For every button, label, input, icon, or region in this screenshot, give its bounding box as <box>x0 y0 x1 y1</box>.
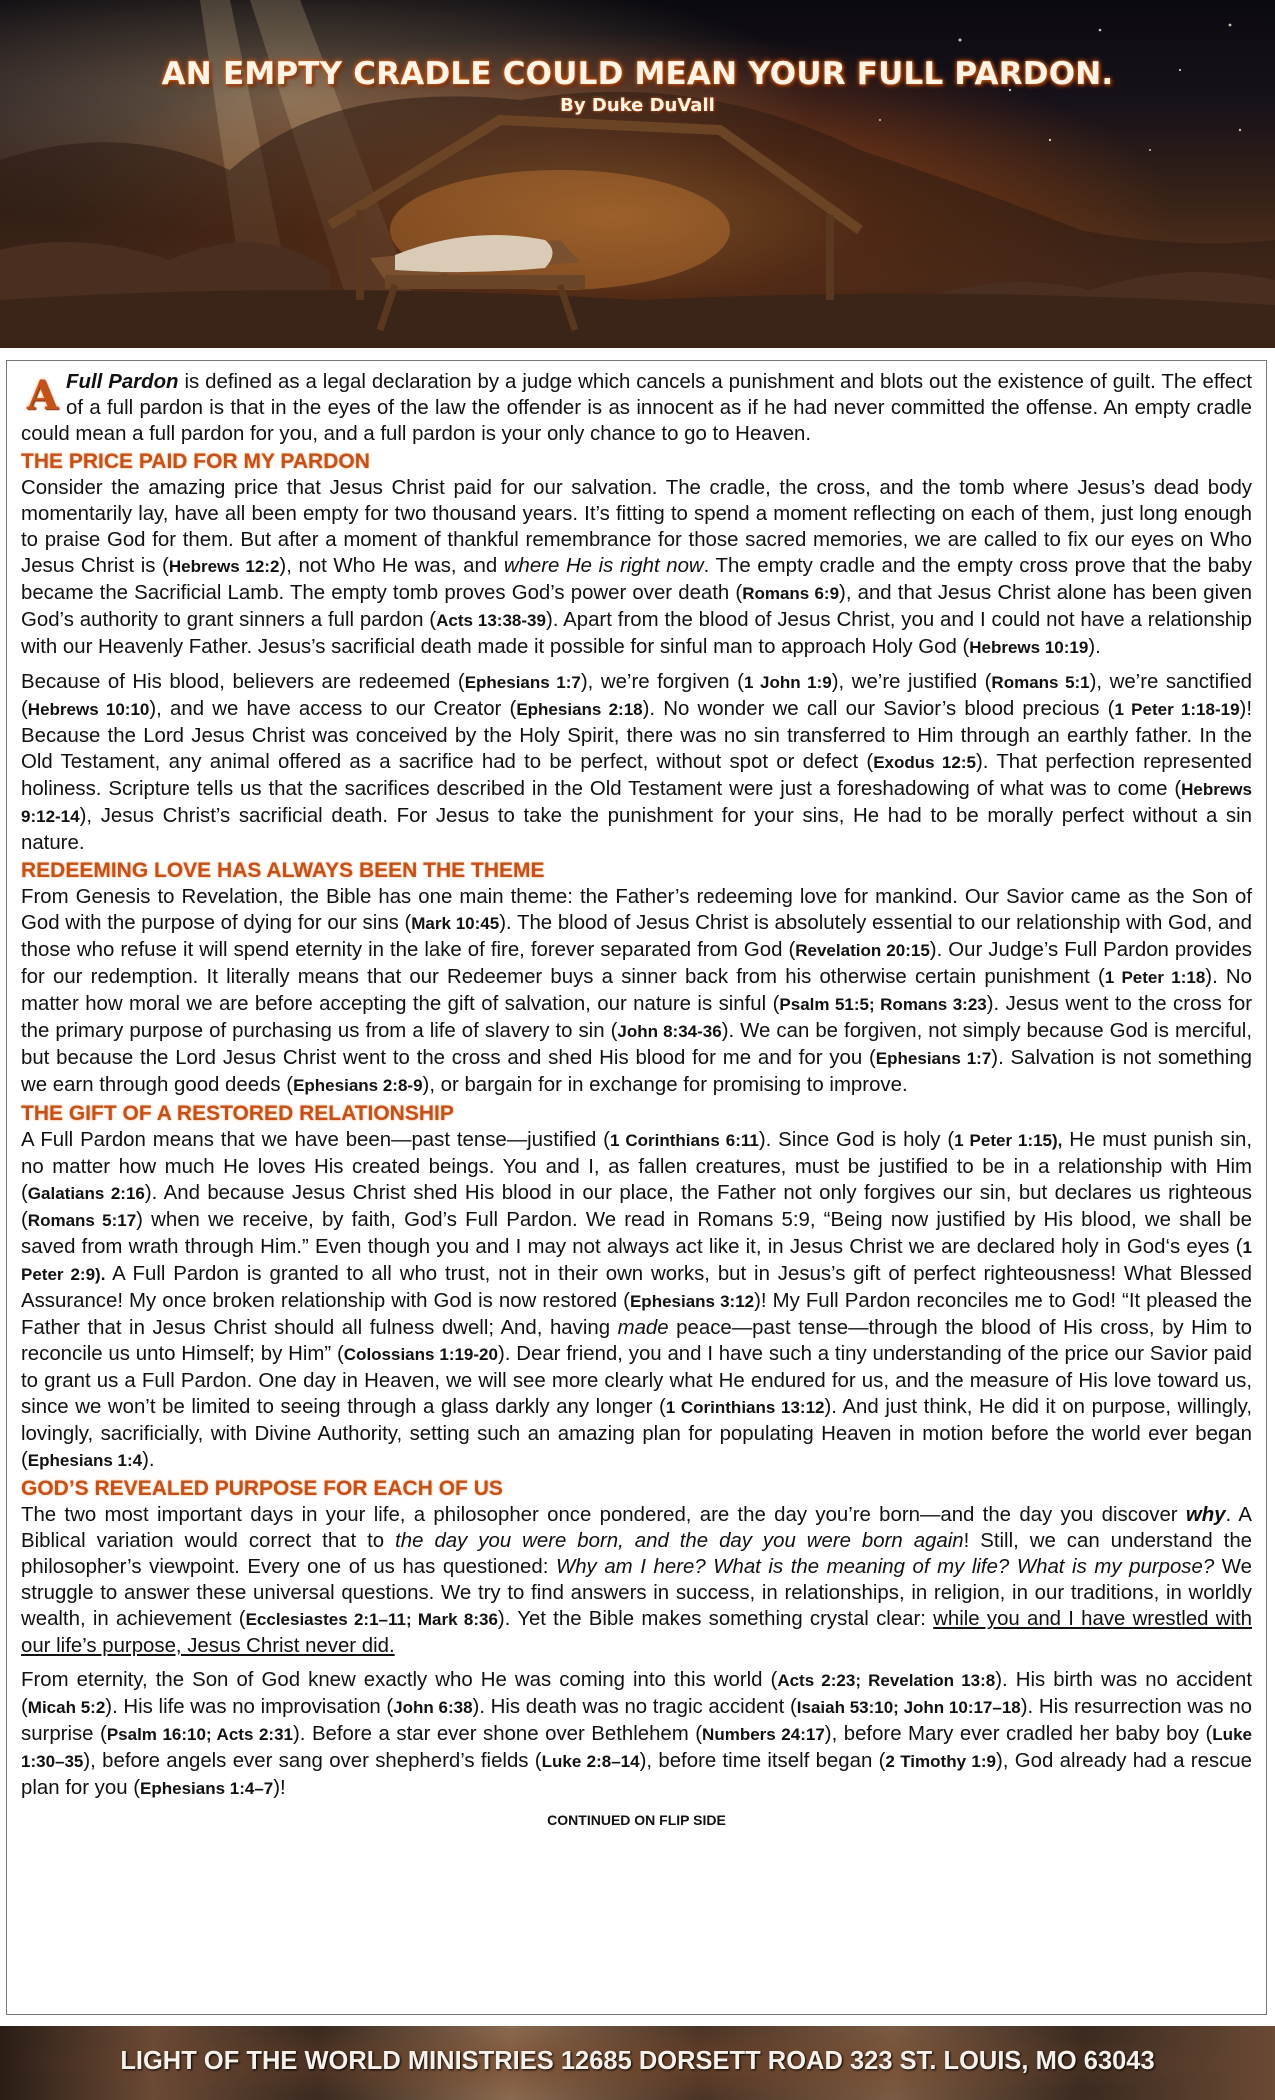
scripture-reference: Psalm 51:5; Romans 3:23 <box>779 995 987 1014</box>
scripture-reference: Romans 5:1 <box>991 673 1090 692</box>
paragraph-text: ). His death was no tragic accident ( <box>472 1696 797 1718</box>
scripture-reference: Hebrews 10:10 <box>27 700 150 719</box>
intro-term: Full Pardon <box>66 371 179 393</box>
paragraph-text: ), before time itself began ( <box>639 1750 886 1772</box>
paragraph-text: ). His life was no improvisation ( <box>105 1696 394 1718</box>
scripture-reference: Colossians 1:19-20 <box>343 1345 498 1364</box>
paragraph-purpose-1 <box>21 1502 1252 1659</box>
paragraph-text: peace—past tense—through the blood of His cross, by Him to reconcile us unto Himself; by Him” ( <box>21 1317 1252 1365</box>
paragraph-text: ). The blood of Jesus Christ is absolutely essential to our relationship with God, and those who refuse it will spend eternity in the lake of fire, forever separated from God ( <box>21 912 1252 961</box>
paragraph-text: )! Because the Lord Jesus Christ was conceived by the Holy Spirit, there was no sin transferred to Him through an earthly father. In the Old Testament, any animal offered as a sacrifice had to be perfect, without spot or defect ( <box>21 698 1253 773</box>
page-title: AN EMPTY CRADLE COULD MEAN YOUR FULL PARDON. <box>161 56 1114 92</box>
scripture-reference: 1 Peter 1:18-19 <box>1114 700 1240 719</box>
scripture-reference: Ecclesiastes 2:1–11; Mark 8:36 <box>245 1610 498 1629</box>
emphasis-text: Why am I here? What is the meaning of my life? What is my purpose? <box>555 1556 1215 1578</box>
paragraph-text: ). Jesus went to the cross for the primary purpose of purchasing us from a life of slavery to sin ( <box>21 993 1252 1042</box>
paragraph-price-2 <box>21 669 1252 856</box>
scripture-reference: Ephesians 1:7 <box>875 1049 992 1068</box>
scripture-reference: Exodus 12:5 <box>873 753 976 772</box>
scripture-reference: Hebrews 9:12-14 <box>21 780 1252 826</box>
paragraph-text: ). Salvation is not something we earn through good deeds ( <box>21 1047 1253 1096</box>
paragraph-text: We struggle to answer these universal questions. We try to find answers in success, in relationships, in religion, in our traditions, in worldly wealth, in achievement ( <box>21 1556 1252 1630</box>
section-heading-restored-relationship: THE GIFT OF A RESTORED RELATIONSHIP <box>21 1102 454 1125</box>
paragraph-text: ! Still, we can understand the philosopher’s viewpoint. Every one of us has questioned: <box>21 1530 1252 1578</box>
author-byline: By Duke DuVall <box>560 95 715 116</box>
paragraph-text: . A Biblical variation would correct that to <box>21 1504 1252 1552</box>
paragraph-redeeming-love <box>21 884 1252 1099</box>
scripture-reference: Mark 10:45 <box>411 914 500 933</box>
paragraph-text: ). Our Judge’s Full Pardon provides for our redemption. It literally means that our Redeemer buys a sinner back from his otherwise certain punishment ( <box>21 939 1252 988</box>
paragraph-text: ). No wonder we call our Savior’s blood precious ( <box>642 698 1115 720</box>
paragraph-text: ), or bargain for in exchange for promising to improve. <box>422 1074 908 1096</box>
paragraph-text: Consider the amazing price that Jesus Christ paid for our salvation. The cradle, the cross, and the tomb where Jesus’s dead body momentarily lay, have all been empty for two thousand years. It’s fitting to spend a moment reflecting on each of them, just long enough to praise God for them. But after a moment of thankful remembrance for those sacred memories, we are called to fix our eyes on Who Jesus Christ is ( <box>21 477 1252 577</box>
paragraph-text: ). Since God is holy ( <box>758 1129 955 1151</box>
paragraph-text: ), we’re sanctified ( <box>21 671 1253 720</box>
scripture-reference: Acts 13:38-39 <box>436 611 546 630</box>
emphasis-text: made <box>617 1317 669 1339</box>
scripture-reference: Hebrews 10:19 <box>969 638 1089 657</box>
scripture-reference: 1 John 1:9 <box>743 673 832 692</box>
scripture-reference: Ephesians 3:12 <box>629 1292 755 1311</box>
scripture-reference: Micah 5:2 <box>27 1698 106 1717</box>
scripture-reference: Acts 2:23; Revelation 13:8 <box>777 1671 996 1690</box>
scripture-reference: Ephesians 1:4 <box>27 1451 143 1470</box>
scripture-reference: 2 Timothy 1:9 <box>885 1752 996 1771</box>
paragraph-text: The two most important days in your life, a philosopher once pondered, are the day you’re born—and the day you discover <box>21 1504 1186 1526</box>
paragraph-text: ). Yet the Bible makes something crystal clear: <box>497 1608 934 1630</box>
section-heading-revealed-purpose: GOD’S REVEALED PURPOSE FOR EACH OF US <box>21 1477 503 1500</box>
paragraph-restored-relationship <box>21 1127 1252 1474</box>
emphasis-text: the day you were born, and the day you were born again <box>395 1530 964 1552</box>
paragraph-text: ). That perfection represented holiness. Scripture tells us that the sacrifices described in the Old Testament were just a foreshadowing of what was to come ( <box>21 751 1252 800</box>
scripture-reference: Ephesians 1:7 <box>464 673 581 692</box>
paragraph-text: ), and that Jesus Christ alone has been given God’s authority to grant sinners a full pardon ( <box>21 582 1252 631</box>
scripture-reference: Numbers 24:17 <box>702 1725 825 1744</box>
paragraph-text: ). And just think, He did it on purpose, willingly, lovingly, sacrificially, with Divine Authority, setting such an amazing plan for populating Heaven in motion before the world ever began ( <box>21 1396 1252 1471</box>
footer-banner <box>0 2026 1275 2100</box>
section-heading-redeeming-love: REDEEMING LOVE HAS ALWAYS BEEN THE THEME <box>21 859 545 882</box>
emphasis-text: why <box>1185 1504 1226 1526</box>
continued-note: CONTINUED ON FLIP SIDE <box>547 1812 726 1828</box>
scripture-reference: Ephesians 2:8-9 <box>293 1076 423 1095</box>
scripture-reference: 1 Corinthians 6:11 <box>609 1131 759 1150</box>
intro-paragraph <box>21 369 1252 447</box>
scripture-reference: 1 Corinthians 13:12 <box>665 1398 825 1417</box>
paragraph-text: ). Dear friend, you and I have such a tiny understanding of the price our Savior paid to grant us a Full Pardon. One day in Heaven, we will see more clearly what He endured for us, and the measure of His love toward us, since we won’t be limited to seeing through a glass darkly any longer ( <box>21 1343 1253 1418</box>
paragraph-text: ), and we have access to our Creator ( <box>149 698 517 720</box>
scripture-reference: Isaiah 53:10; John 10:17–18 <box>796 1698 1021 1717</box>
paragraph-text: Because of His blood, believers are redeemed ( <box>21 671 465 693</box>
article-body <box>6 360 1267 2015</box>
paragraph-purpose-2 <box>21 1667 1252 1802</box>
paragraph-text: )! My Full Pardon reconciles me to God! “It pleased the Father that in Jesus Christ should all fulness dwell; And, having <box>21 1290 1252 1339</box>
scripture-reference: Psalm 16:10; Acts 2:31 <box>106 1725 293 1744</box>
underlined-statement: while you and I have wrestled with our life’s purpose, Jesus Christ never did. <box>21 1608 1252 1657</box>
paragraph-text: ). <box>1088 636 1101 658</box>
scripture-reference: John 8:34-36 <box>617 1022 722 1041</box>
scripture-reference: John 6:38 <box>393 1698 473 1717</box>
scripture-reference: Galatians 2:16 <box>27 1184 145 1203</box>
scripture-reference: 1 Peter 1:18 <box>1104 968 1206 987</box>
paragraph-text: ). His resurrection was no surprise ( <box>21 1696 1252 1745</box>
paragraph-text: From eternity, the Son of God knew exactly who He was coming into this world ( <box>21 1669 778 1691</box>
paragraph-text: ), before Mary ever cradled her baby boy ( <box>824 1723 1213 1745</box>
paragraph-text: ). And because Jesus Christ shed His blood in our place, the Father not only forgives our sin, but declares us righteous ( <box>21 1182 1253 1231</box>
scripture-reference: Luke 2:8–14 <box>541 1752 640 1771</box>
paragraph-text: ). His birth was no accident ( <box>21 1669 1252 1718</box>
scripture-reference: Revelation 20:15 <box>795 941 930 960</box>
paragraph-text: )! <box>273 1777 286 1799</box>
paragraph-text: ) when we receive, by faith, God’s Full Pardon. We read in Romans 5:9, “Being now justified by His blood, we shall be saved from wrath through Him.” Even though you and I may not always act like it, in Jesus Christ we are declared holy in God‘s eyes ( <box>21 1209 1252 1258</box>
paragraph-text: ), not Who He was, and <box>279 555 504 577</box>
footer-address: LIGHT OF THE WORLD MINISTRIES 12685 DORSETT ROAD 323 ST. LOUIS, MO 63043 <box>120 2047 1155 2075</box>
paragraph-text: ), before angels ever sang over shepherd’s fields ( <box>83 1750 542 1772</box>
intro-text: is defined as a legal declaration by a judge which cancels a punishment and blots out the existence of guilt. The effect of a full pardon is that in the eyes of the law the offender is as innocent as if he had never committed the offense. An empty cradle could mean a full pardon for you, and a full pardon is your only chance to go to Heaven. <box>21 371 1252 445</box>
paragraph-text: ), Jesus Christ’s sacrificial death. For Jesus to take the punishment for your sins, He had to be morally perfect without a sin nature. <box>21 805 1252 854</box>
scripture-reference: Hebrews 12:2 <box>168 557 280 576</box>
paragraph-text: He must punish sin, no matter how much He loves His created beings. You and I, as fallen creatures, must be justified to be in a relationship with Him ( <box>21 1129 1252 1204</box>
scripture-reference: 1 Peter 2:9). <box>21 1238 1252 1284</box>
paragraph-text: A Full Pardon means that we have been—past tense—justified ( <box>21 1129 610 1151</box>
scripture-reference: Luke 1:30–35 <box>21 1725 1252 1771</box>
paragraph-text: ). Apart from the blood of Jesus Christ, you and I could not have a relationship with our Heavenly Father. Jesus’s sacrificial death made it possible for sinful man to approach Holy God ( <box>21 609 1252 658</box>
paragraph-text: ), we’re forgiven ( <box>580 671 744 693</box>
paragraph-text: A Full Pardon is granted to all who trust, not in their own works, but in Jesus’s gift of perfect righteousness! What Blessed Assurance! My once broken relationship with God is now restored ( <box>21 1263 1253 1312</box>
scripture-reference: Romans 5:17 <box>27 1211 137 1230</box>
paragraph-text: ), we’re justified ( <box>831 671 992 693</box>
emphasis-text: where He is right now <box>503 555 704 577</box>
paragraph-text: ). We can be forgiven, not simply because God is merciful, but because the Lord Jesus Christ went to the cross and shed His blood for me and for you ( <box>21 1020 1252 1069</box>
paragraph-text: . The empty cradle and the empty cross prove that the baby became the Sacrificial Lamb. The empty tomb proves God’s power over death ( <box>21 555 1252 604</box>
nativity-illustration <box>0 0 1275 348</box>
paragraph-text: ), God already had a rescue plan for you ( <box>21 1750 1252 1799</box>
section-heading-price: THE PRICE PAID FOR MY PARDON <box>21 450 370 473</box>
scripture-reference: Romans 6:9 <box>742 584 840 603</box>
paragraph-text: ). <box>142 1449 155 1471</box>
paragraph-text: From Genesis to Revelation, the Bible has one main theme: the Father’s redeeming love for mankind. Our Savior came as the Son of God with the purpose of dying for our sins ( <box>21 886 1252 934</box>
scripture-reference: Ephesians 1:4–7 <box>140 1779 274 1798</box>
header-banner <box>0 0 1275 348</box>
paragraph-text: ). No matter how moral we are before accepting the gift of salvation, our nature is sinful ( <box>21 966 1253 1015</box>
drop-cap: A <box>27 372 59 419</box>
paragraph-price-1 <box>21 475 1252 661</box>
scripture-reference: Ephesians 2:18 <box>516 700 643 719</box>
paragraph-text: ). Before a star ever shone over Bethlehem ( <box>292 1723 703 1745</box>
scripture-reference: 1 Peter 1:15), <box>954 1131 1063 1150</box>
